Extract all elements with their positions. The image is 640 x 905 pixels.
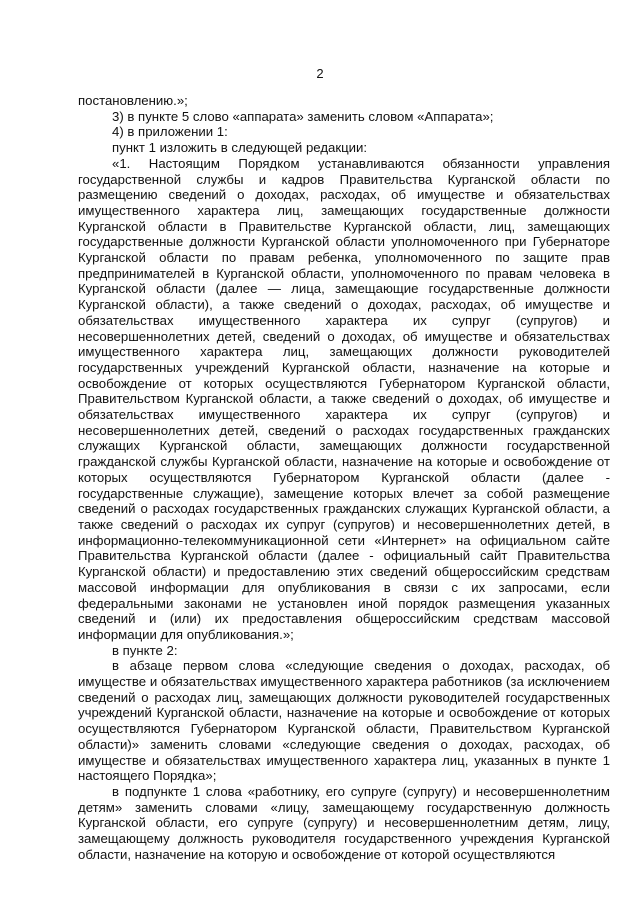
page-number: 2 (316, 66, 324, 81)
paragraph-subpoint-1: в подпункте 1 слова «работнику, его супруге (супругу) и несовершеннолетним детям» заменить словами «лицу, замещающему государственную должность Курганской области, его супруге (супругу) и несовершеннолетним детям, лицу, замещающему должность руководителя государственного учреждения Курганской области, назначение на которую и освобождение от которой осуществляются (78, 783, 610, 862)
paragraph-point-1-text: «1. Настоящим Порядком устанавливаются обязанности управления государственной службы и кадров Правительства Курганской области по размещению сведений о доходах, расходах, об имуществе и обязательствах имущественного характера лиц, замещающих государственные должности Курганской области в Правительстве Курганской области, лиц, замещающих государственные должности Курганской области уполномоченного при Губернаторе Курганской области по правам ребенка, уполномоченного по защите прав предпринимателей в Курганской области, уполномоченного по правам человека в Курганской области (далее — лица, замещающие государственные должности Курганской области), а также сведений о доходах, расходах, об имуществе и обязательствах имущественного характера их супруг (супругов) и несовершеннолетних детей, сведений о доходах, об имуществе и обязательствах имущественного характера лиц, замещающих должности руководителей государственных учреждений Курганской области, назначение на которые и освобождение от которых осуществляются Губернатором Курганской области, Правительством Курганской области, а также сведений о доходах, об имуществе и обязательствах имущественного характера их супруг (супругов) и несовершеннолетних детей, сведений о расходах государственных гражданских служащих Курганской области, замещающих должности государственной гражданской службы Курганской области, назначение на которые и освобождение от которых осуществляются Губернатором Курганской области (далее - государственные служащие), замещение которых влечет за собой размещение сведений о расходах государственных гражданских служащих Курганской области, а также сведений о расходах их супруг (супругов) и несовершеннолетних детей, в информационно-телекоммуникационной сети «Интернет» на официальном сайте Правительства Курганской области (далее - официальный сайт Правительства Курганской области) и предоставлению этих сведений общероссийским средствам массовой информации для опубликования в связи с их запросами, если федеральными законами не установлен иной порядок размещения указанных сведений и (или) их предоставления общероссийским средствам массовой информации для опубликования.»; (78, 155, 610, 642)
paragraph-item-4: 4) в приложении 1: (112, 124, 228, 140)
paragraph-point-2-intro: в пункте 2: (112, 642, 178, 658)
paragraph-point-1-intro: пункт 1 изложить в следующей редакции: (112, 140, 368, 156)
paragraph-item-3: 3) в пункте 5 слово «аппарата» заменить словом «Аппарата»; (112, 108, 494, 124)
paragraph-first-abzac: в абзаце первом слова «следующие сведения о доходах, расходах, об имуществе и обязательствах имущественного характера работников (за исключением сведений о расходах лиц, замещающих должности руководителей государственных учреждений Курганской области, назначение на которые и освобождение от которых осуществляются Губернатором Курганской области, Правительством Курганской области)» заменить словами «следующие сведения о доходах, расходах, об имуществе и обязательствах имущественного характера лиц, указанных в пункте 1 настоящего Порядка»; (78, 658, 610, 784)
paragraph-closing-quote: постановлению.»; (78, 93, 188, 108)
document-body (78, 93, 610, 862)
